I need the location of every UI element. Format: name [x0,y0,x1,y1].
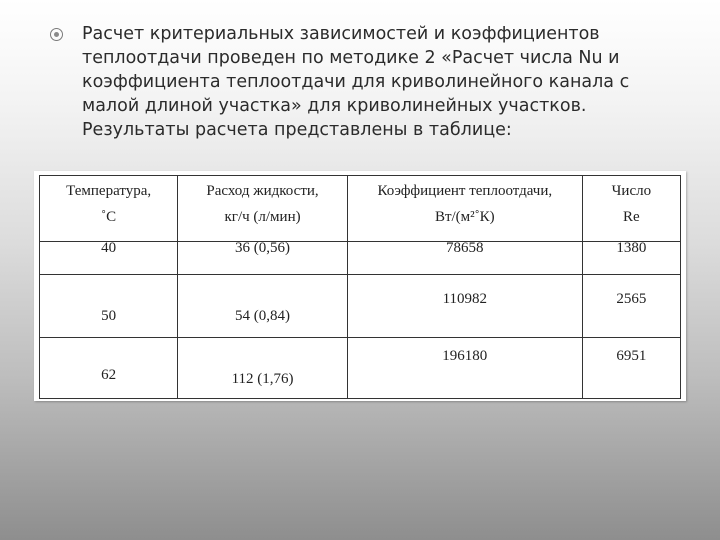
cell-reynolds: 2565 [582,275,680,338]
cell-temperature: 62 [40,338,178,399]
cell-flow-rate: 112 (1,76) [178,338,348,399]
cell-reynolds: 1380 [582,242,680,275]
cell-coefficient: 196180 [347,338,582,399]
cell-temperature: 40 [40,242,178,275]
table-row [40,242,681,275]
bullet-icon [50,28,63,41]
cell-flow-rate: 54 (0,84) [178,275,348,338]
results-table-card [34,171,686,401]
header-heat-transfer-coefficient: Коэффициент теплоотдачи, Вт/(м²˚К) [347,176,582,242]
table-row [40,275,681,338]
cell-coefficient: 78658 [347,242,582,275]
header-reynolds-number: Число Re [582,176,680,242]
cell-flow-rate: 36 (0,56) [178,242,348,275]
header-temperature: Температура, ˚С [40,176,178,242]
cell-reynolds: 6951 [582,338,680,399]
table-header-row [40,176,681,242]
results-table [39,175,681,399]
paragraph-text: Расчет критериальных зависимостей и коэффициентов теплоотдачи проведен по методике 2 «Расчет числа Nu и коэффициента теплоотдачи для криволинейного канала с малой длиной участка» для криволинейных участков. Результаты расчета представлены в таблице: [82,24,630,140]
header-flow-rate: Расход жидкости, кг/ч (л/мин) [178,176,348,242]
cell-coefficient: 110982 [347,275,582,338]
table-row [40,338,681,399]
cell-temperature: 50 [40,275,178,338]
